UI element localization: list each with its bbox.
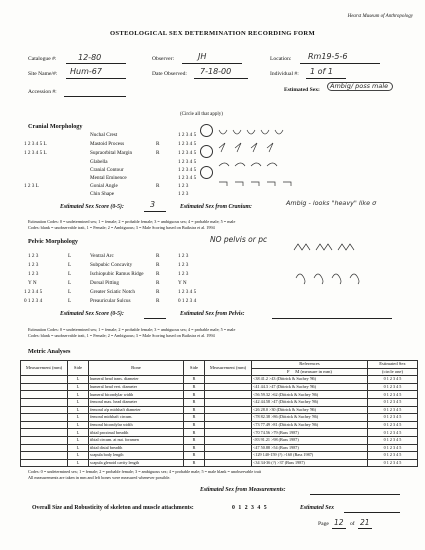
right-scores[interactable]: 1 2 3 4 5 — [178, 289, 197, 295]
left-scores[interactable]: 1 2 3 — [28, 271, 39, 277]
table-row: L femoral bicondylar width R <73 77.49 >81 (Dittrick & Suchey '86) 0 1 2 3 4 5 — [21, 421, 418, 429]
pelvic-heading: Pelvic Morphology — [28, 238, 79, 245]
right-scores[interactable]: 1 2 3 4 5 — [178, 159, 197, 165]
skull-diagram-icon — [200, 124, 213, 137]
left-scores[interactable]: 1 2 3 4 5 L — [24, 141, 47, 147]
side-label: R — [156, 280, 160, 286]
trait-label: Cranial Contour — [90, 167, 124, 173]
pelvic-from-label: Estimated Sex from Pelvis: — [180, 311, 245, 317]
cranial-heading: Cranial Morphology — [28, 123, 83, 130]
brow-diagram-icon — [200, 145, 213, 158]
pelvic-codes-2: Codes: blank = unobservable trait, 1 = Female; 2 = Ambiguous; 3 = Male Scoring based on Buikstra et al. 1994 — [28, 333, 215, 338]
footer-est-label: Estimated Sex — [300, 505, 334, 511]
site-label: Site Name/#: — [28, 71, 58, 77]
side-label: L — [68, 298, 72, 304]
side-label: R — [156, 183, 160, 189]
pelvis-sketches-icon — [290, 240, 370, 290]
right-scores[interactable]: 1 2 3 4 5 — [178, 167, 197, 173]
robusticity-scores[interactable]: 0 1 2 3 4 5 — [232, 505, 268, 511]
est-sex-label: Estimated Sex: — [284, 87, 320, 93]
robusticity-label: Overall Size and Robusticity of skeleton and muscle attachments: — [32, 505, 194, 511]
right-scores[interactable]: Y N — [178, 280, 187, 286]
cranial-codes-2: Codes: blank = unobservable trait, 1 = Female; 2 = Ambiguous; 3 = Male Scoring based on Buikstra et al. 1994 — [28, 225, 215, 230]
form-title: OSTEOLOGICAL SEX DETERMINATION RECORDING FORM — [110, 30, 315, 37]
of-label: of — [350, 521, 355, 527]
pelvic-score-label: Estimated Sex Score (0-5): — [60, 311, 124, 317]
date-field[interactable]: 7-18-00 — [200, 67, 232, 76]
metric-codes-1: Codes: 0 = undetermined sex; 1 = female; 2 = probable female; 3 = ambiguous sex; 4 = probable male; 5 = male blank = unobservable trait — [28, 469, 262, 474]
trait-label: Supraorbital Margin — [90, 150, 133, 156]
table-row: L tibial circum. at nut. foramen R <83 91.21 >98 (Bass 1987) 0 1 2 3 4 5 — [21, 436, 418, 444]
trait-sketches-icon — [215, 126, 345, 192]
chin-diagram-icon — [200, 166, 213, 179]
right-scores[interactable]: 1 2 3 — [178, 183, 189, 189]
side-label: R — [156, 271, 160, 277]
trait-label: Mastoid Process — [90, 141, 125, 147]
cranial-from-label: Estimated Sex from Cranium: — [180, 204, 252, 210]
left-scores[interactable]: 1 2 3 — [28, 262, 39, 268]
circle-note: (Circle all that apply) — [180, 112, 223, 117]
trait-label: Nuchal Crest — [90, 132, 118, 138]
page-label: Page — [318, 521, 329, 527]
col-side: Side — [68, 361, 89, 376]
left-scores[interactable]: Y N — [28, 280, 37, 286]
side-label: R — [156, 298, 160, 304]
individual-label: Individual #: — [270, 71, 299, 77]
observer-field[interactable]: JH — [198, 52, 207, 61]
col-bone: Bone — [89, 361, 184, 376]
metric-codes-2: All measurements are taken in mm and left bones were measured whenever possible. — [28, 475, 171, 480]
side-label: L — [68, 253, 72, 259]
col-est-note: (circle one) — [367, 368, 417, 376]
table-row: L tibial distal breadth R <47 50.88 >54 (Bass 1987) 0 1 2 3 4 5 — [21, 444, 418, 452]
left-scores[interactable]: 1 2 3 4 5 — [24, 289, 43, 295]
individual-field[interactable]: 1 of 1 — [310, 67, 333, 76]
catalogue-field[interactable]: 12-80 — [78, 53, 102, 62]
metric-heading: Metric Analyses — [28, 348, 71, 355]
side-label: R — [156, 253, 160, 259]
table-row: L humeral head vert. diameter R <41 44.3 >47 (Dittrick & Suchey '86) 0 1 2 3 4 5 — [21, 383, 418, 391]
right-scores[interactable]: 1 2 3 — [178, 191, 189, 197]
right-scores[interactable]: 1 2 3 4 5 — [178, 150, 197, 156]
side-label: L — [68, 271, 72, 277]
right-scores[interactable]: 1 2 3 4 5 — [178, 132, 197, 138]
page-total: 21 — [360, 518, 370, 527]
side-label: L — [68, 262, 72, 268]
trait-label: Glabella — [90, 159, 108, 165]
site-field[interactable]: Hum-67 — [70, 67, 102, 76]
location-label: Location: — [270, 56, 292, 62]
trait-label: Chin Shape — [90, 191, 115, 197]
observer-label: Observer: — [152, 56, 175, 62]
est-sex-field[interactable]: Ambig/ poss male — [327, 82, 393, 91]
side-label: R — [156, 150, 160, 156]
trait-label: Ventral Arc — [90, 253, 114, 259]
location-field[interactable]: Rm19-5-6 — [308, 52, 348, 61]
trait-label: Mental Eminence — [90, 175, 127, 181]
trait-label: Subpubic Concavity — [90, 262, 133, 268]
side-label: R — [156, 289, 160, 295]
trait-label: Gonial Angle — [90, 183, 118, 189]
cranial-codes-1: Estimation Codes: 0 = undetermined sex; 1 = female; 2 = probable female; 3 = ambiguous sex; 4 = probable male; 5 = male — [28, 219, 236, 224]
table-row: L humeral bicondylar width R <56 59.32 >62 (Dittrick & Suchey '86) 0 1 2 3 4 5 — [21, 391, 418, 399]
trait-label: Greater Sciatic Notch — [90, 289, 135, 295]
right-scores[interactable]: 1 2 3 — [178, 271, 189, 277]
col-fm: F M (measure in mm) — [252, 368, 368, 376]
right-scores[interactable]: 1 2 3 4 5 — [178, 141, 197, 147]
pelvic-note: NO pelvis or pc — [210, 235, 268, 244]
side-label: L — [68, 280, 72, 286]
cranial-score-field[interactable]: 3 — [150, 200, 156, 209]
col-est: Estimated Sex — [367, 361, 417, 369]
metric-table — [20, 360, 418, 467]
museum-name: Hearst Museum of Anthropology — [347, 14, 413, 19]
table-row: L humeral head trans. diameter R <38 41.2 >43 (Dittrick & Suchey '86) 0 1 2 3 4 5 — [21, 376, 418, 384]
table-row: L scapula glenoid cavity length R <34 34-36 (?) >37 (Bass 1987) 0 1 2 3 4 5 — [21, 459, 418, 467]
side-label: L — [68, 289, 72, 295]
right-scores[interactable]: 1 2 3 — [178, 262, 189, 268]
table-row: L femoral a/p midshaft diameter R <26 28.0 >30 (Dittrick & Suchey '86) 0 1 2 3 4 5 — [21, 406, 418, 414]
date-label: Date Observed: — [152, 71, 187, 77]
table-row: L femoral max. head diameter R <42 44.58 >47 (Dittrick & Suchey '86) 0 1 2 3 4 5 — [21, 398, 418, 406]
side-label: R — [156, 141, 160, 147]
col-measurement2: Measurement (mm) — [205, 361, 252, 376]
cranial-from-field[interactable]: Ambig - looks "heavy" like σ — [286, 199, 377, 207]
left-scores[interactable]: 1 2 3 L — [24, 183, 39, 189]
side-label: R — [156, 262, 160, 268]
trait-label: Dorsal Pitting — [90, 280, 119, 286]
page-number: 12 — [334, 518, 344, 527]
pelvic-codes-1: Estimation Codes: 0 = undetermined sex; 1 = female; 2 = probable female; 3 = ambiguous sex; 4 = probable male; 5 = male — [28, 327, 236, 332]
left-scores[interactable]: 0 1 2 3 4 — [24, 298, 43, 304]
cranial-score-label: Estimated Sex Score (0-5): — [60, 204, 124, 210]
metric-from-label: Estimated Sex from Measurements: — [200, 487, 286, 493]
trait-label: Ischiopubic Ramus Ridge — [90, 271, 144, 277]
col-refs: References — [252, 361, 368, 369]
right-scores[interactable]: 0 1 2 3 4 — [178, 298, 197, 304]
col-measurement: Measurement (mm) — [21, 361, 68, 376]
left-scores[interactable]: 1 2 3 — [28, 253, 39, 259]
right-scores[interactable]: 1 2 3 4 5 — [178, 175, 197, 181]
table-row: L femoral midshaft circum. R <78 82.38 >86 (Dittrick & Suchey '86) 0 1 2 3 4 5 — [21, 414, 418, 422]
right-scores[interactable]: 1 2 3 — [178, 253, 189, 259]
trait-label: Preauricular Sulcus — [90, 298, 131, 304]
catalogue-label: Catalogue #: — [28, 56, 57, 62]
left-scores[interactable]: 1 2 3 4 5 L — [24, 150, 47, 156]
table-row: L tibial proximal breadth R <70 74.56 >79 (Bass 1987) 0 1 2 3 4 5 — [21, 429, 418, 437]
table-row: L scapula body length R <129 140-159 (?) >160 (Bass 1987) 0 1 2 3 4 5 — [21, 452, 418, 460]
accession-label: Accession #: — [28, 89, 57, 95]
col-side2: Side — [184, 361, 205, 376]
